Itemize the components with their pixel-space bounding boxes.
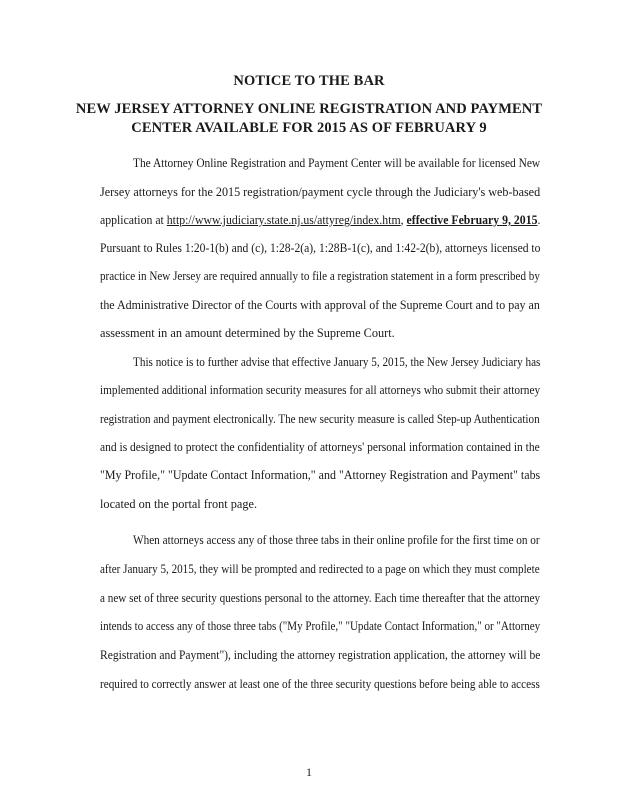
paragraph-2-line: located on the portal front page. [100,497,258,511]
registration-link[interactable]: http://www.judiciary.state.nj.us/attyreg/index.htm [166,213,401,227]
paragraph-3-line: a new set of three security questions personal to the attorney. Each time thereafter that the attorney [100,591,541,605]
paragraph-2-line: "My Profile," "Update Contact Information," and "Attorney Registration and Payment" tabs [100,468,541,482]
paragraph-1-line: Jersey attorneys for the 2015 registration/payment cycle through the Judiciary's web-based [100,185,541,199]
paragraph-3-line: When attorneys access any of those three tabs in their online profile for the first time on or [133,533,540,547]
text-segment: application at [100,213,167,227]
paragraph-2-line: registration and payment electronically. The new security measure is called Step-up Authentication [100,412,540,426]
paragraph-2-line: This notice is to further advise that effective January 5, 2015, the New Jersey Judiciary has [133,355,541,369]
paragraph-1-line: assessment in an amount determined by the Supreme Court. [100,326,395,340]
paragraph-1-line: Pursuant to Rules 1:20-1(b) and (c), 1:28-2(a), 1:28B-1(c), and 1:42-2(b), attorneys licensed to [100,241,541,255]
paragraph-1-line: The Attorney Online Registration and Payment Center will be available for licensed New [133,156,541,170]
notice-subtitle-line2: CENTER AVAILABLE FOR 2015 AS OF FEBRUARY 9 [131,120,487,136]
paragraph-3-line: required to correctly answer at least one of the three security questions before being able to access [100,677,540,691]
paragraph-1-line: practice in New Jersey are required annually to file a registration statement in a form prescribed by [100,269,540,283]
paragraph-3-line: after January 5, 2015, they will be prompted and redirected to a page on which they must complete [100,562,540,576]
text-segment: . [537,213,541,227]
notice-title: NOTICE TO THE BAR [233,73,385,89]
notice-subtitle-line1: NEW JERSEY ATTORNEY ONLINE REGISTRATION AND PAYMENT [75,101,543,117]
paragraph-3-line: intends to access any of those three tabs ("My Profile," "Update Contact Information," or "Attorney [100,619,541,633]
paragraph-2-line: implemented additional information security measures for all attorneys who submit their attorney [100,383,541,397]
text-segment: , [400,213,407,227]
paragraph-2-line: and is designed to protect the confidentiality of attorneys' personal information contained in the [100,440,540,454]
paragraph-3-line: Registration and Payment"), including the attorney registration application, the attorney will be [100,648,541,662]
paragraph-1-line [100,212,540,228]
effective-date: effective February 9, 2015 [406,213,538,227]
paragraph-1-line: the Administrative Director of the Courts with approval of the Supreme Court and to pay an [100,298,540,312]
page-number: 1 [306,765,312,779]
